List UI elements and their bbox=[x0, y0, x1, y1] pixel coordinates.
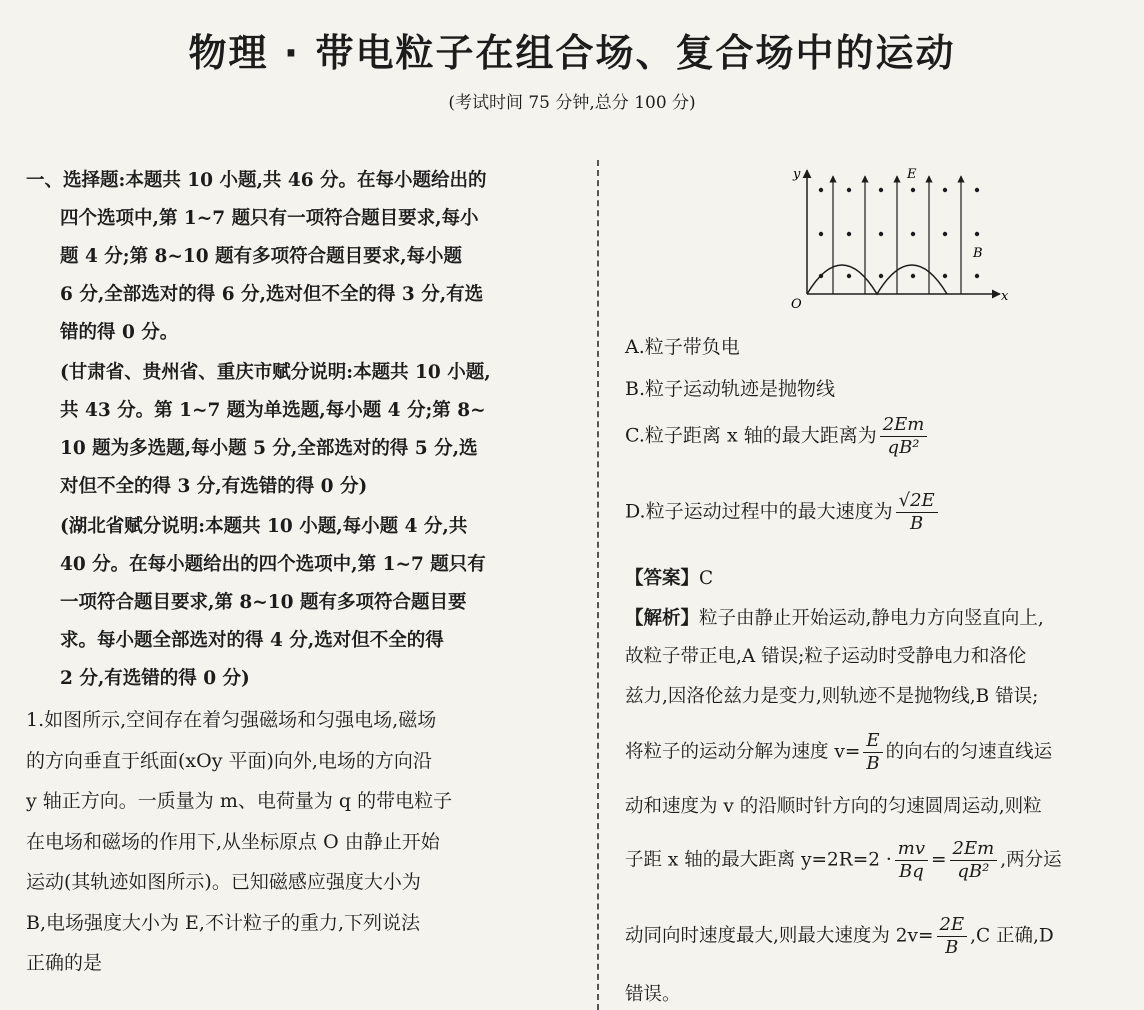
option-d-fraction bbox=[896, 490, 938, 535]
analysis-line bbox=[625, 604, 1044, 630]
section-heading-line: 一、选择题:本题共 10 小题,共 46 分。在每小题给出的 bbox=[26, 170, 487, 191]
radius-denominator: Bq bbox=[899, 861, 924, 882]
option-c-numerator: 2Em bbox=[880, 414, 928, 437]
analysis-line: 故粒子带正电,A 错误;粒子运动时受静电力和洛伦 bbox=[625, 646, 1027, 667]
scoring-note-line: 求。每小题全部选对的得 4 分,选对但不全的得 bbox=[60, 630, 444, 651]
question-line: 1.如图所示,空间存在着匀强磁场和匀强电场,磁场 bbox=[26, 709, 437, 731]
page-subtitle: (考试时间 75 分钟,总分 100 分) bbox=[448, 93, 696, 113]
option-d-denominator: B bbox=[910, 513, 924, 534]
option-c-text: C.粒子距离 x 轴的最大距离为 bbox=[625, 424, 877, 447]
scoring-note-line: 对但不全的得 3 分,有选错的得 0 分) bbox=[60, 476, 368, 497]
analysis-text: 将粒子的运动分解为速度 v= bbox=[625, 741, 861, 763]
section-heading-line: 题 4 分;第 8~10 题有多项符合题目要求,每小题 bbox=[60, 246, 463, 267]
option-c-fraction bbox=[880, 414, 928, 459]
answer bbox=[625, 564, 713, 590]
analysis-label: 【解析】 bbox=[625, 608, 700, 629]
velocity-denominator: B bbox=[866, 753, 880, 774]
analysis-text: 的向右的匀速直线运 bbox=[885, 741, 1053, 763]
max-speed-numerator: 2E bbox=[937, 914, 968, 937]
option-c-denominator: qB² bbox=[887, 437, 920, 458]
scoring-note-hubei bbox=[26, 508, 586, 698]
left-column bbox=[26, 162, 586, 984]
question-line: 的方向垂直于纸面(xOy 平面)向外,电场的方向沿 bbox=[26, 749, 432, 772]
radius-numerator: mv bbox=[895, 838, 928, 861]
scoring-note-line: 2 分,有选错的得 0 分) bbox=[60, 668, 250, 689]
option-d-text: D.粒子运动过程中的最大速度为 bbox=[625, 500, 893, 523]
section-heading bbox=[26, 162, 586, 352]
scoring-note-line: 10 题为多选题,每小题 5 分,全部选对的得 5 分,选 bbox=[60, 438, 478, 459]
analysis-line bbox=[625, 838, 1062, 883]
electric-field-arrows bbox=[833, 176, 961, 294]
scoring-note-line: (湖北省赋分说明:本题共 10 小题,每小题 4 分,共 bbox=[60, 516, 468, 537]
equals-sign: = bbox=[931, 849, 947, 871]
y-axis-label: y bbox=[793, 167, 801, 182]
analysis-line: 错误。 bbox=[625, 984, 681, 1005]
field-e-label: E bbox=[907, 167, 917, 182]
section-heading-line: 错的得 0 分。 bbox=[60, 322, 179, 343]
option-a: A.粒子带负电 bbox=[625, 336, 740, 358]
analysis-text: ,C 正确,D bbox=[970, 925, 1054, 947]
scoring-note-gansu bbox=[26, 354, 586, 506]
max-speed-fraction bbox=[937, 914, 968, 959]
question-line: 正确的是 bbox=[26, 952, 103, 974]
max-distance-numerator: 2Em bbox=[950, 838, 998, 861]
particle-trajectory bbox=[807, 265, 947, 294]
origin-label: O bbox=[791, 297, 802, 312]
x-axis-label: x bbox=[1001, 289, 1009, 304]
scoring-note-line: 一项符合题目要求,第 8~10 题有多项符合题目要 bbox=[60, 592, 467, 613]
question-line: B,电场强度大小为 E,不计粒子的重力,下列说法 bbox=[26, 911, 420, 934]
radius-fraction bbox=[895, 838, 928, 883]
question-1-stem bbox=[26, 700, 586, 984]
analysis-line: 动和速度为 v 的沿顺时针方向的匀速圆周运动,则粒 bbox=[625, 796, 1042, 817]
analysis-line bbox=[625, 730, 1052, 775]
option-c bbox=[625, 414, 930, 459]
max-distance-fraction bbox=[950, 838, 998, 883]
analysis-text: ,两分运 bbox=[1000, 849, 1062, 871]
option-b: B.粒子运动轨迹是抛物线 bbox=[625, 378, 836, 400]
trajectory-figure bbox=[785, 162, 1015, 312]
option-d bbox=[625, 490, 941, 535]
field-b-label: B bbox=[973, 246, 983, 261]
answer-label: 【答案】 bbox=[625, 568, 700, 589]
velocity-numerator: E bbox=[863, 730, 882, 753]
max-distance-denominator: qB² bbox=[957, 861, 990, 882]
scoring-note-line: (甘肃省、贵州省、重庆市赋分说明:本题共 10 小题, bbox=[60, 362, 491, 383]
question-line: 在电场和磁场的作用下,从坐标原点 O 由静止开始 bbox=[26, 830, 440, 853]
max-speed-denominator: B bbox=[945, 937, 959, 958]
analysis-line bbox=[625, 914, 1054, 959]
analysis-text: 子距 x 轴的最大距离 y=2R=2 · bbox=[625, 849, 892, 871]
answer-value: C bbox=[699, 568, 714, 589]
question-line: 运动(其轨迹如图所示)。已知磁感应强度大小为 bbox=[26, 871, 421, 893]
scoring-note-line: 共 43 分。第 1~7 题为单选题,每小题 4 分;第 8~ bbox=[60, 400, 486, 421]
velocity-fraction bbox=[863, 730, 882, 775]
page-title: 物理 · 带电粒子在组合场、复合场中的运动 bbox=[188, 31, 956, 75]
column-divider bbox=[597, 160, 599, 1010]
analysis-text: 粒子由静止开始运动,静电力方向竖直向上, bbox=[699, 608, 1044, 629]
analysis-text: 动同向时速度最大,则最大速度为 2v= bbox=[625, 925, 934, 947]
option-d-numerator: √2E bbox=[896, 490, 938, 513]
section-heading-line: 6 分,全部选对的得 6 分,选对但不全的得 3 分,有选 bbox=[60, 284, 484, 305]
scoring-note-line: 40 分。在每小题给出的四个选项中,第 1~7 题只有 bbox=[60, 554, 486, 575]
section-heading-line: 四个选项中,第 1~7 题只有一项符合题目要求,每小 bbox=[60, 208, 479, 229]
question-line: y 轴正方向。一质量为 m、电荷量为 q 的带电粒子 bbox=[26, 790, 453, 812]
analysis-line: 兹力,因洛伦兹力是变力,则轨迹不是抛物线,B 错误; bbox=[625, 686, 1039, 707]
